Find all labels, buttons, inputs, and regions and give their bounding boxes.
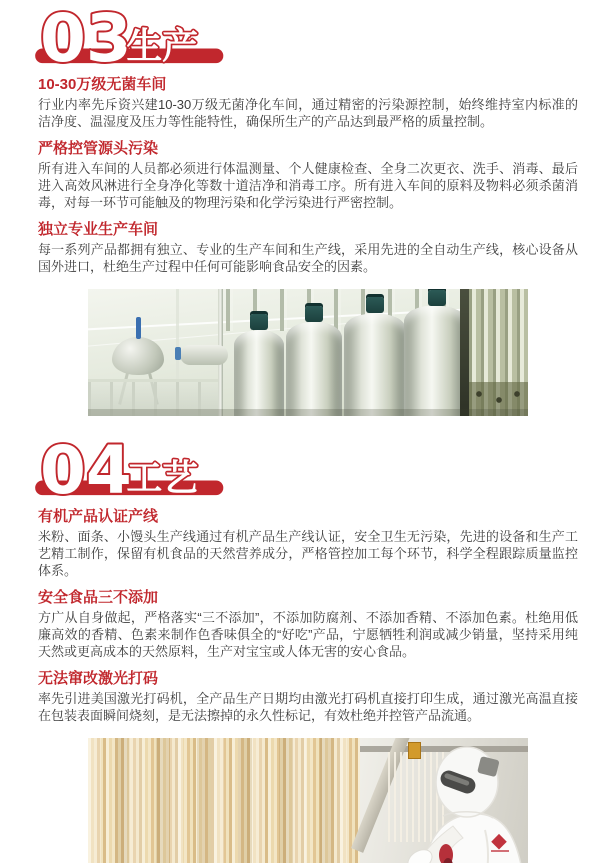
blue-pipe: [136, 317, 141, 339]
banner-number: 03: [40, 2, 132, 66]
section-production: [38, 2, 578, 416]
feature-heading: 10-30万级无菌车间: [38, 76, 167, 93]
stainless-tank: [404, 306, 466, 416]
feature-body: 行业内率先斥资兴建10-30万级无菌净化车间，通过精密的污染源控制，始终维持室内标准的洁净度、温湿度及压力等性能特性，确保所生产的产品达到最严格的质量控制。: [38, 97, 578, 129]
feature-heading: 无法窜改激光打码: [38, 670, 159, 687]
feature-source-pollution-control: [38, 140, 578, 211]
feature-heading: 严格控管源头污染: [38, 140, 159, 157]
tank-motor: [250, 314, 268, 330]
banner-title: 生产: [126, 26, 199, 66]
feature-organic-line: [38, 508, 578, 579]
sterile-workshop-photo: [88, 289, 528, 416]
stainless-tank: [344, 314, 406, 416]
feature-laser-coding: [38, 670, 578, 724]
feature-heading: 有机产品认证产线: [38, 508, 159, 525]
feature-heading: 安全食品三不添加: [38, 589, 159, 606]
steam-kettle: [112, 337, 164, 375]
section-craft: [38, 434, 578, 863]
feature-heading: 独立专业生产车间: [38, 221, 159, 238]
section-04-badge: [32, 434, 242, 498]
floor-shadow: [88, 409, 528, 416]
cleanroom-worker: [393, 738, 528, 863]
equipment-gap: [460, 289, 469, 416]
noodle-line-photo: [88, 738, 528, 863]
brand-logo-text: [491, 850, 509, 852]
feature-body: 每一系列产品都拥有独立、专业的生产车间和生产线，采用先进的全自动生产线，核心设备从国外进口，杜绝生产过程中任何可能影响食品安全的因素。: [38, 242, 578, 274]
feature-sterile-workshop: [38, 76, 578, 130]
feature-body: 所有进入车间的人员都必须进行体温测量、个人健康检查、全身二次更衣、洗手、消毒、最后进入高效风淋进行全身净化等数十道洁净和消毒工序。所有进入车间的原料及物料必须杀菌消毒，对每一环节可能触及的物理污染和化学污染进行严密控制。: [38, 161, 578, 210]
feature-independent-workshop: [38, 221, 578, 275]
stainless-tank: [286, 322, 342, 416]
feature-body: 方广从自身做起，严格落实“三不添加”，不添加防腐剂、不添加香精、不添加色素。杜绝用低廉高效的香精、色素来制作色香味俱全的“好吃”产品，宁愿牺牲利润或减少销量，坚持采用纯天然或更高成本的天然原料，生产对宝宝或人体无害的安心食品。: [38, 610, 578, 659]
tank-motor: [428, 290, 446, 306]
tank-motor: [366, 297, 384, 313]
hanging-noodle-strands: [88, 738, 360, 863]
tank-motor: [305, 306, 323, 322]
banner-number: 04: [40, 434, 132, 498]
feature-no-additives: [38, 589, 578, 660]
feature-body: 米粉、面条、小馒头生产线通过有机产品生产线认证，安全卫生无污染，先进的设备和生产工艺精工制作，保留有机食品的天然营养成分，严格管控加工每个环节，科学全程跟踪质量监控体系。: [38, 529, 578, 578]
section-03-badge: [32, 2, 242, 66]
feature-body: 率先引进美国激光打码机，全产品生产日期均由激光打码机直接打印生成，通过激光高温直接在包装表面瞬间烧刻，是无法擦掉的永久性标记，有效杜绝并控管产品流通。: [38, 691, 578, 723]
blue-valve: [175, 347, 181, 360]
stainless-tank: [234, 330, 284, 416]
horizontal-tank: [180, 345, 228, 365]
section-04-banner: [32, 434, 242, 498]
section-03-banner: [32, 2, 242, 66]
banner-title: 工艺: [126, 458, 199, 498]
